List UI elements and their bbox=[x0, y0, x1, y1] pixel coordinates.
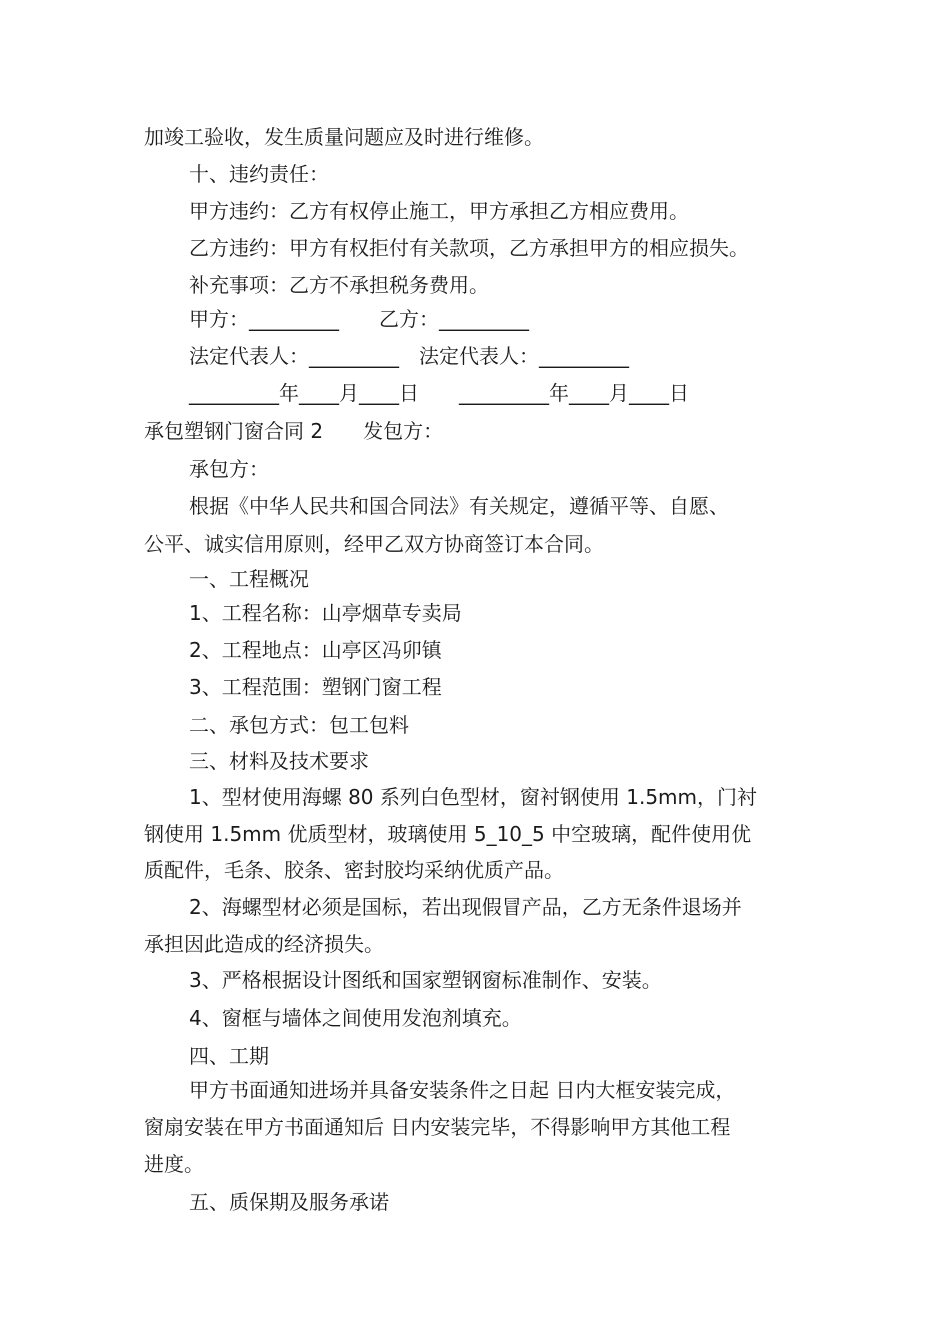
section-heading: 四、工期 bbox=[189, 1044, 269, 1068]
paragraph-line: 1、工程名称：山亭烟草专卖局 bbox=[189, 601, 462, 625]
signature-line: 甲方：_________ 乙方：_________ bbox=[189, 307, 529, 331]
paragraph-line: 公平、诚实信用原则，经甲乙双方协商签订本合同。 bbox=[144, 532, 604, 556]
section-heading: 一、工程概况 bbox=[189, 567, 309, 591]
paragraph-line: 承担因此造成的经济损失。 bbox=[144, 932, 384, 956]
paragraph-line: 4、窗框与墙体之间使用发泡剂填充。 bbox=[189, 1006, 522, 1030]
signature-line: 法定代表人：_________ 法定代表人：_________ bbox=[189, 344, 629, 368]
section-heading: 二、承包方式：包工包料 bbox=[189, 713, 409, 737]
document-title: 承包塑钢门窗合同 2 发包方： bbox=[144, 419, 444, 443]
paragraph-line: 钢使用 1.5mm 优质型材，玻璃使用 5_10_5 中空玻璃，配件使用优 bbox=[144, 822, 752, 846]
paragraph-line: 进度。 bbox=[144, 1152, 204, 1176]
paragraph-line: 1、型材使用海螺 80 系列白色型材，窗衬钢使用 1.5mm，门衬 bbox=[189, 785, 758, 809]
paragraph-line: 2、工程地点：山亭区冯卯镇 bbox=[189, 638, 442, 662]
paragraph-line: 窗扇安装在甲方书面通知后 日内安装完毕，不得影响甲方其他工程 bbox=[144, 1115, 731, 1139]
section-heading: 十、违约责任： bbox=[189, 162, 329, 186]
paragraph-line: 补充事项：乙方不承担税务费用。 bbox=[189, 273, 489, 297]
paragraph-line: 甲方书面通知进场并具备安装条件之日起 日内大框安装完成， bbox=[189, 1078, 736, 1102]
paragraph-line: 甲方违约：乙方有权停止施工，甲方承担乙方相应费用。 bbox=[189, 199, 689, 223]
section-heading: 五、质保期及服务承诺 bbox=[189, 1190, 389, 1214]
paragraph-line: 3、严格根据设计图纸和国家塑钢窗标准制作、安装。 bbox=[189, 968, 662, 992]
paragraph-line: 承包方： bbox=[189, 457, 269, 481]
paragraph-line: 加竣工验收，发生质量问题应及时进行维修。 bbox=[144, 125, 544, 149]
paragraph-line: 3、工程范围：塑钢门窗工程 bbox=[189, 675, 442, 699]
date-line: _________年____月____日 _________年____月____日 bbox=[189, 381, 689, 405]
paragraph-line: 根据《中华人民共和国合同法》有关规定，遵循平等、自愿、 bbox=[189, 494, 729, 518]
paragraph-line: 2、海螺型材必须是国标，若出现假冒产品，乙方无条件退场并 bbox=[189, 895, 742, 919]
section-heading: 三、材料及技术要求 bbox=[189, 749, 369, 773]
paragraph-line: 乙方违约：甲方有权拒付有关款项，乙方承担甲方的相应损失。 bbox=[189, 236, 749, 260]
paragraph-line: 质配件，毛条、胶条、密封胶均采纳优质产品。 bbox=[144, 858, 564, 882]
